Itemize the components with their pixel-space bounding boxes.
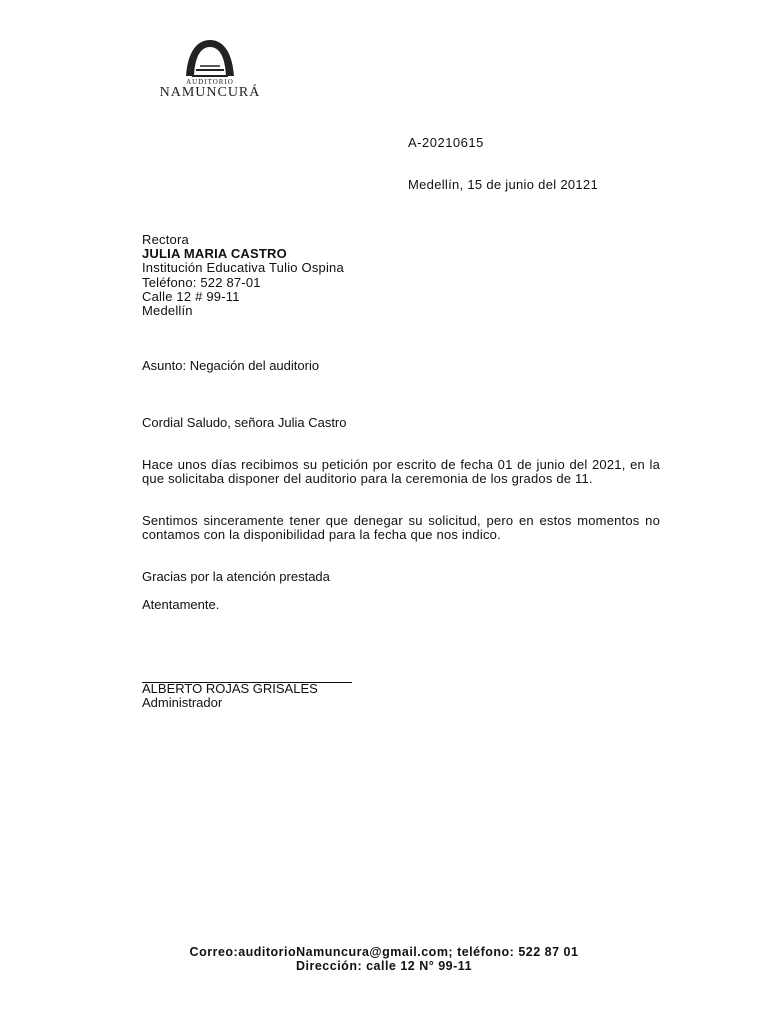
signer-role: Administrador (142, 695, 223, 710)
signer-name: ALBERTO ROJAS GRISALES (142, 681, 318, 696)
letter-thanks: Gracias por la atención prestada (142, 569, 330, 584)
letter-date: Medellín, 15 de junio del 20121 (408, 177, 598, 192)
namuncura-logo (150, 36, 270, 106)
footer-address: Dirección: calle 12 N° 99-11 (295, 959, 473, 973)
recipient-block (142, 233, 344, 318)
letter-greeting: Cordial Saludo, señora Julia Castro (142, 415, 347, 430)
recipient-title: Rectora (142, 232, 189, 247)
logo-name: NAMUNCURÁ (159, 85, 261, 100)
letter-closing: Atentamente. (142, 597, 220, 612)
recipient-phone: Teléfono: 522 87-01 (142, 274, 261, 290)
body-paragraph-1: Hace unos días recibimos su petición por escrito de fecha 01 de junio del 2021, en la que solicitaba disponer del auditorio para la ceremonia de los grados de 11. (142, 457, 660, 486)
logo-subtitle: AUDITORIO (186, 78, 234, 86)
recipient-institution: Institución Educativa Tulio Ospina (142, 260, 344, 276)
letter-reference: A-20210615 (408, 135, 484, 150)
footer-contact: Correo:auditorioNamuncura@gmail.com; teléfono: 522 87 01 (189, 945, 579, 959)
recipient-address: Calle 12 # 99-11 (142, 288, 240, 304)
recipient-name: JULIA MARIA CASTRO (142, 246, 287, 262)
body-paragraph-2: Sentimos sinceramente tener que denegar su solicitud, pero en estos momentos no contamos con la disponibilidad para la fecha que nos indico. (142, 513, 660, 542)
recipient-city: Medellín (142, 303, 193, 319)
letter-subject: Asunto: Negación del auditorio (142, 358, 320, 373)
auditorium-arch-icon (182, 36, 238, 78)
